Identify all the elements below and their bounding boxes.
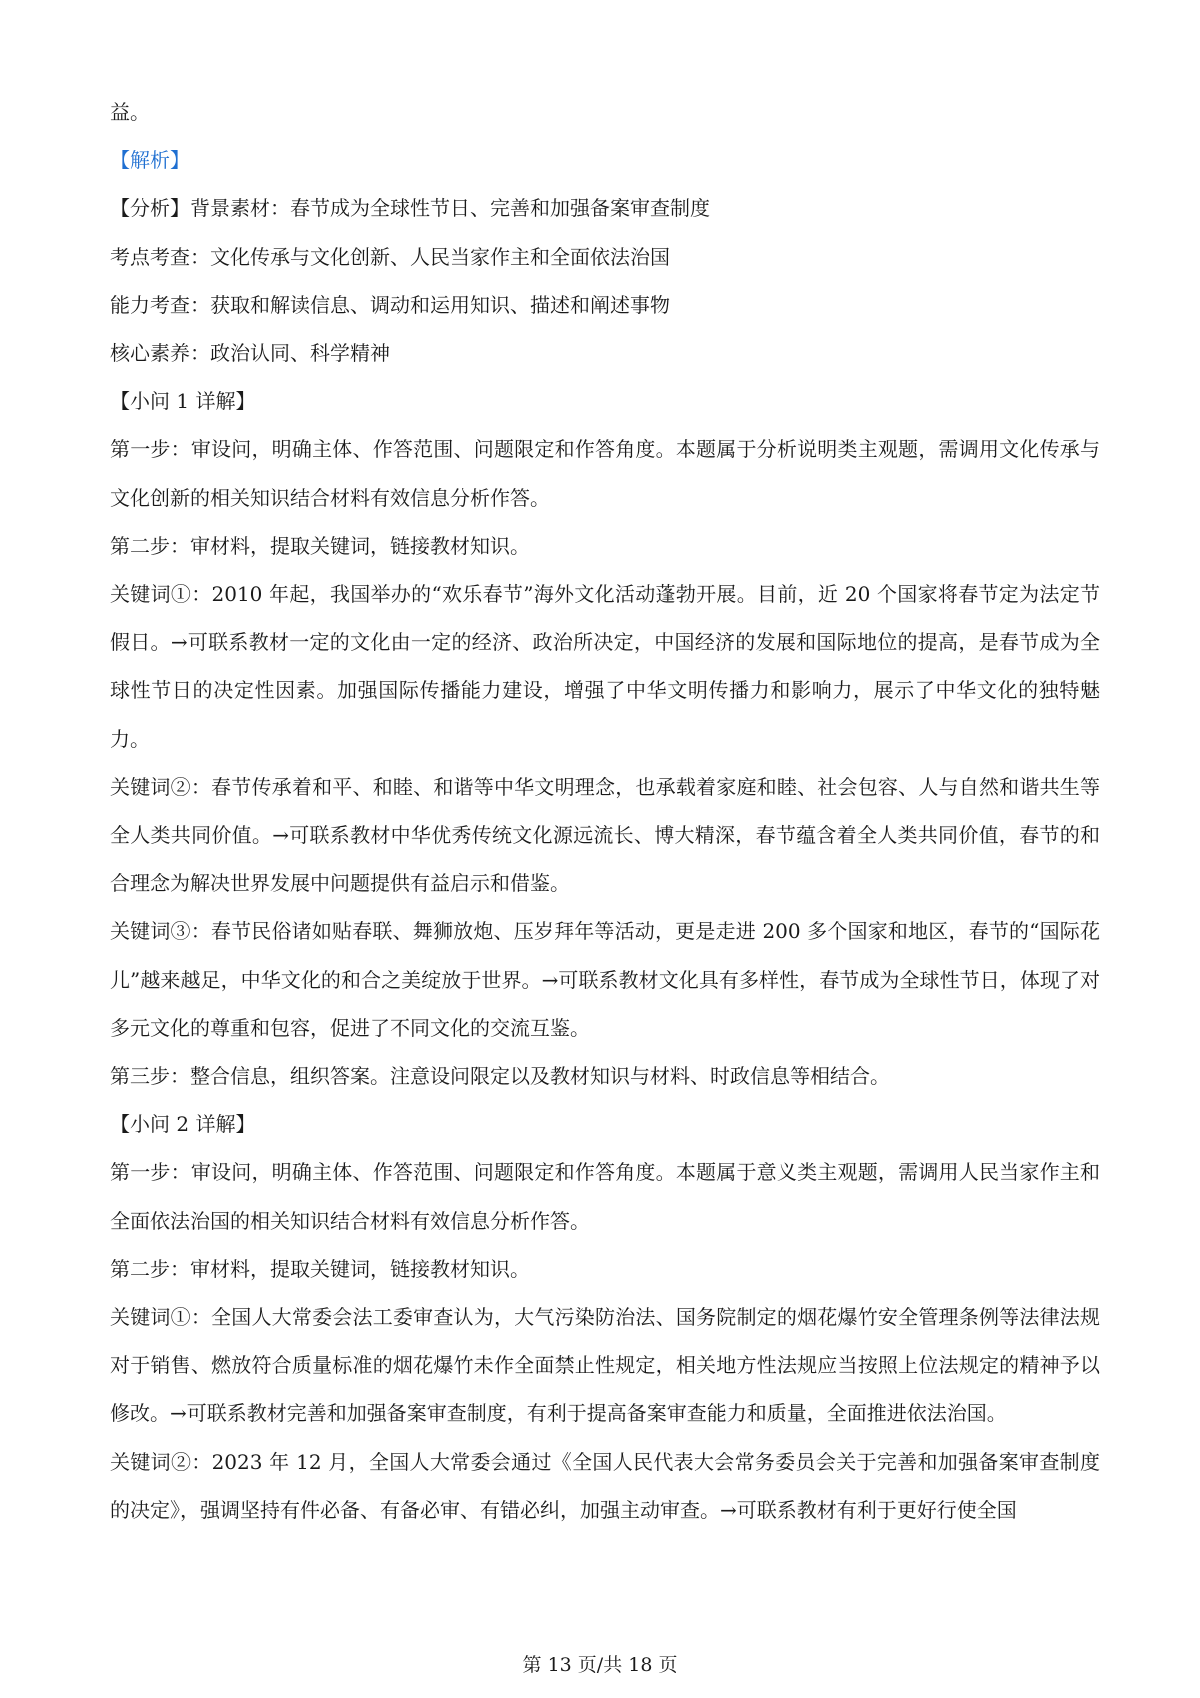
paragraph-continuation: 益。 <box>110 100 150 124</box>
page-number-footer: 第 13 页/共 18 页 <box>522 1654 678 1676</box>
page-content <box>110 88 1100 1534</box>
q1-step-1: 第一步：审设问，明确主体、作答范围、问题限定和作答角度。本题属于分析说明类主观题，需调用文化传承与文化创新的相关知识结合材料有效信息分析作答。 <box>110 437 1100 510</box>
subquestion-1-heading: 【小问 1 详解】 <box>110 389 256 414</box>
section-heading-analysis: 【解析】 <box>110 148 190 173</box>
q2-keyword-2: 关键词②：2023 年 12 月，全国人大常委会通过《全国人民代表大会常务委员会关于完善和加强备案审查制度的决定》，强调坚持有件必备、有备必审、有错必纠，加强主动审查。→可联系教材有利于更好行使全国 <box>110 1449 1100 1522</box>
paragraph-ability: 能力考查：获取和解读信息、调动和运用知识、描述和阐述事物 <box>110 292 670 317</box>
q2-step-1: 第一步：审设问，明确主体、作答范围、问题限定和作答角度。本题属于意义类主观题，需调用人民当家作主和全面依法治国的相关知识结合材料有效信息分析作答。 <box>110 1160 1100 1233</box>
q1-keyword-1: 关键词①：2010 年起，我国举办的“欢乐春节”海外文化活动蓬勃开展。目前，近 20 个国家将春节定为法定节假日。→可联系教材一定的文化由一定的经济、政治所决定，中国经济的发展和国际地位的提高，是春节成为全球性节日的决定性因素。加强国际传播能力建设，增强了中华文明传播力和影响力，展示了中华文化的独特魅力。 <box>110 582 1100 751</box>
q2-step-2: 第二步：审材料，提取关键词，链接教材知识。 <box>110 1256 530 1281</box>
q1-step-2: 第二步：审材料，提取关键词，链接教材知识。 <box>110 533 530 558</box>
paragraph-background: 【分析】背景素材：春节成为全球性节日、完善和加强备案审查制度 <box>110 196 710 221</box>
q1-keyword-3: 关键词③：春节民俗诸如贴春联、舞狮放炮、压岁拜年等活动，更是走进 200 多个国家和地区，春节的“国际花儿”越来越足，中华文化的和合之美绽放于世界。→可联系教材文化具有多样性，春节成为全球性节日，体现了对多元文化的尊重和包容，促进了不同文化的交流互鉴。 <box>110 919 1100 1040</box>
paragraph-core-literacy: 核心素养：政治认同、科学精神 <box>110 341 390 366</box>
q1-step-3: 第三步：整合信息，组织答案。注意设问限定以及教材知识与材料、时政信息等相结合。 <box>110 1064 890 1089</box>
q2-keyword-1: 关键词①：全国人大常委会法工委审查认为，大气污染防治法、国务院制定的烟花爆竹安全管理条例等法律法规对于销售、燃放符合质量标准的烟花爆竹未作全面禁止性规定，相关地方性法规应当按照上位法规定的精神予以修改。→可联系教材完善和加强备案审查制度，有利于提高备案审查能力和质量，全面推进依法治国。 <box>110 1305 1100 1426</box>
q1-keyword-2: 关键词②：春节传承着和平、和睦、和谐等中华文明理念，也承载着家庭和睦、社会包容、人与自然和谐共生等全人类共同价值。→可联系教材中华优秀传统文化源远流长、博大精深，春节蕴含着全人类共同价值，春节的和合理念为解决世界发展中问题提供有益启示和借鉴。 <box>110 774 1100 896</box>
paragraph-exam-points: 考点考查：文化传承与文化创新、人民当家作主和全面依法治国 <box>110 244 670 269</box>
subquestion-2-heading: 【小问 2 详解】 <box>110 1112 256 1137</box>
